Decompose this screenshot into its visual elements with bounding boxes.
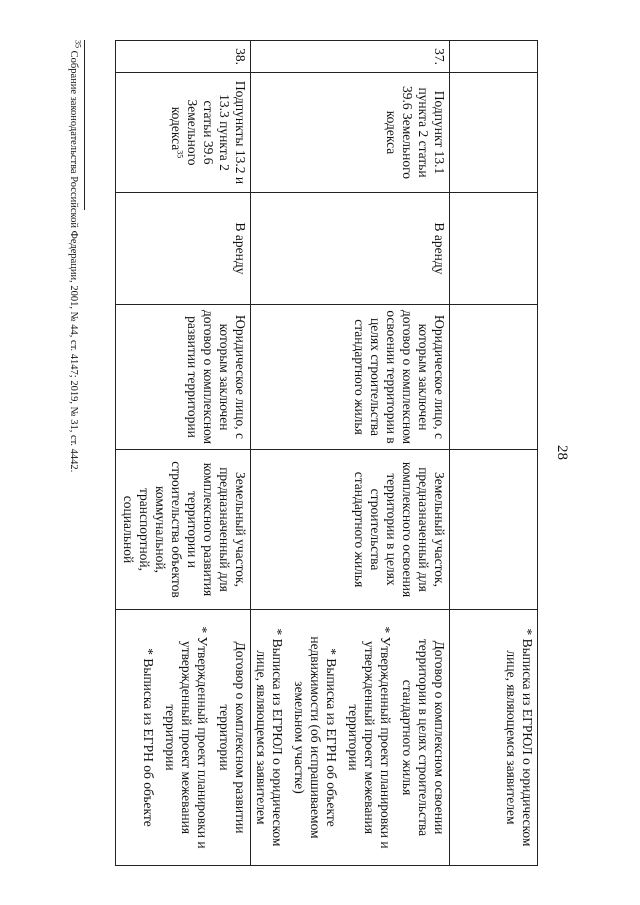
footnote-ref: 35	[175, 150, 185, 159]
requirement-item: * Утвержденный проект планировки и утвержденный проект межевания территории	[163, 626, 210, 849]
cell-applicant: Юридическое лицо, с которым заключен договор о комплексном освоении территории в целях строительства стандартного жилья	[251, 305, 450, 450]
footnote	[67, 40, 83, 865]
table-row	[116, 41, 251, 866]
services-table	[115, 40, 538, 866]
cell-applicant	[450, 305, 538, 450]
cell-basis	[116, 73, 251, 193]
cell-requirements	[251, 610, 450, 866]
requirement-item: * Выписка из ЕГРН об объекте	[141, 648, 156, 827]
requirement-item: Договор о комплексном освоении территории в целях строительства стандартного жилья	[400, 638, 447, 837]
cell-applicant: Юридическое лицо, с которым заключен договор о комплексном развитии территории	[116, 305, 251, 450]
row-number: 38.	[116, 41, 251, 73]
table-row	[251, 41, 450, 866]
requirement-item: * Выписка из ЕГРЮЛ о юридическом лице, являющемся заявителем	[254, 628, 285, 847]
rotated-content	[40, 40, 570, 865]
cell-right: В аренду	[116, 193, 251, 305]
cell-plot	[450, 450, 538, 610]
basis-text: Подпункт 13.1 пункта 2 статьи 39.6 Земельного кодекса	[384, 85, 447, 180]
page-number: 28	[554, 445, 570, 460]
basis-text: Подпункты 13.2 и 13.3 пункта 2 статьи 39.6 Земельного кодекса	[169, 80, 248, 185]
row-number: 37.	[251, 41, 450, 73]
cell-num	[450, 41, 538, 73]
requirement-item: * Выписка из ЕГРН об объекте недвижимости (об испрашиваемом земельном участке)	[292, 636, 339, 839]
cell-plot: Земельный участок, предназначенный для комплексного освоения территории в целях строительства стандартного жилья	[251, 450, 450, 610]
cell-basis	[450, 73, 538, 193]
cell-requirements	[450, 610, 538, 866]
requirement-item: * Утвержденный проект планировки и утвержденный проект межевания территории	[346, 626, 393, 849]
requirement-item: * Выписка из ЕГРЮЛ о юридическом лице, являющемся заявителем	[504, 628, 535, 847]
cell-right: В аренду	[251, 193, 450, 305]
footnote-mark: 35	[73, 40, 83, 48]
cell-plot: Земельный участок, предназначенный для комплексного развития территории и строительства объектов коммунальной, транспортной, социальной	[116, 450, 251, 610]
table-row-continued	[450, 41, 538, 866]
footnote-text: Собрание законодательства Российской Федерации, 2001, № 44, ст. 4147; 2019, № 31, ст. 4442.	[68, 50, 79, 473]
requirement-item: Договор о комплексном развитии территории	[217, 641, 248, 834]
cell-right	[450, 193, 538, 305]
footnote-divider	[84, 40, 85, 210]
cell-requirements	[116, 610, 251, 866]
cell-basis	[251, 73, 450, 193]
